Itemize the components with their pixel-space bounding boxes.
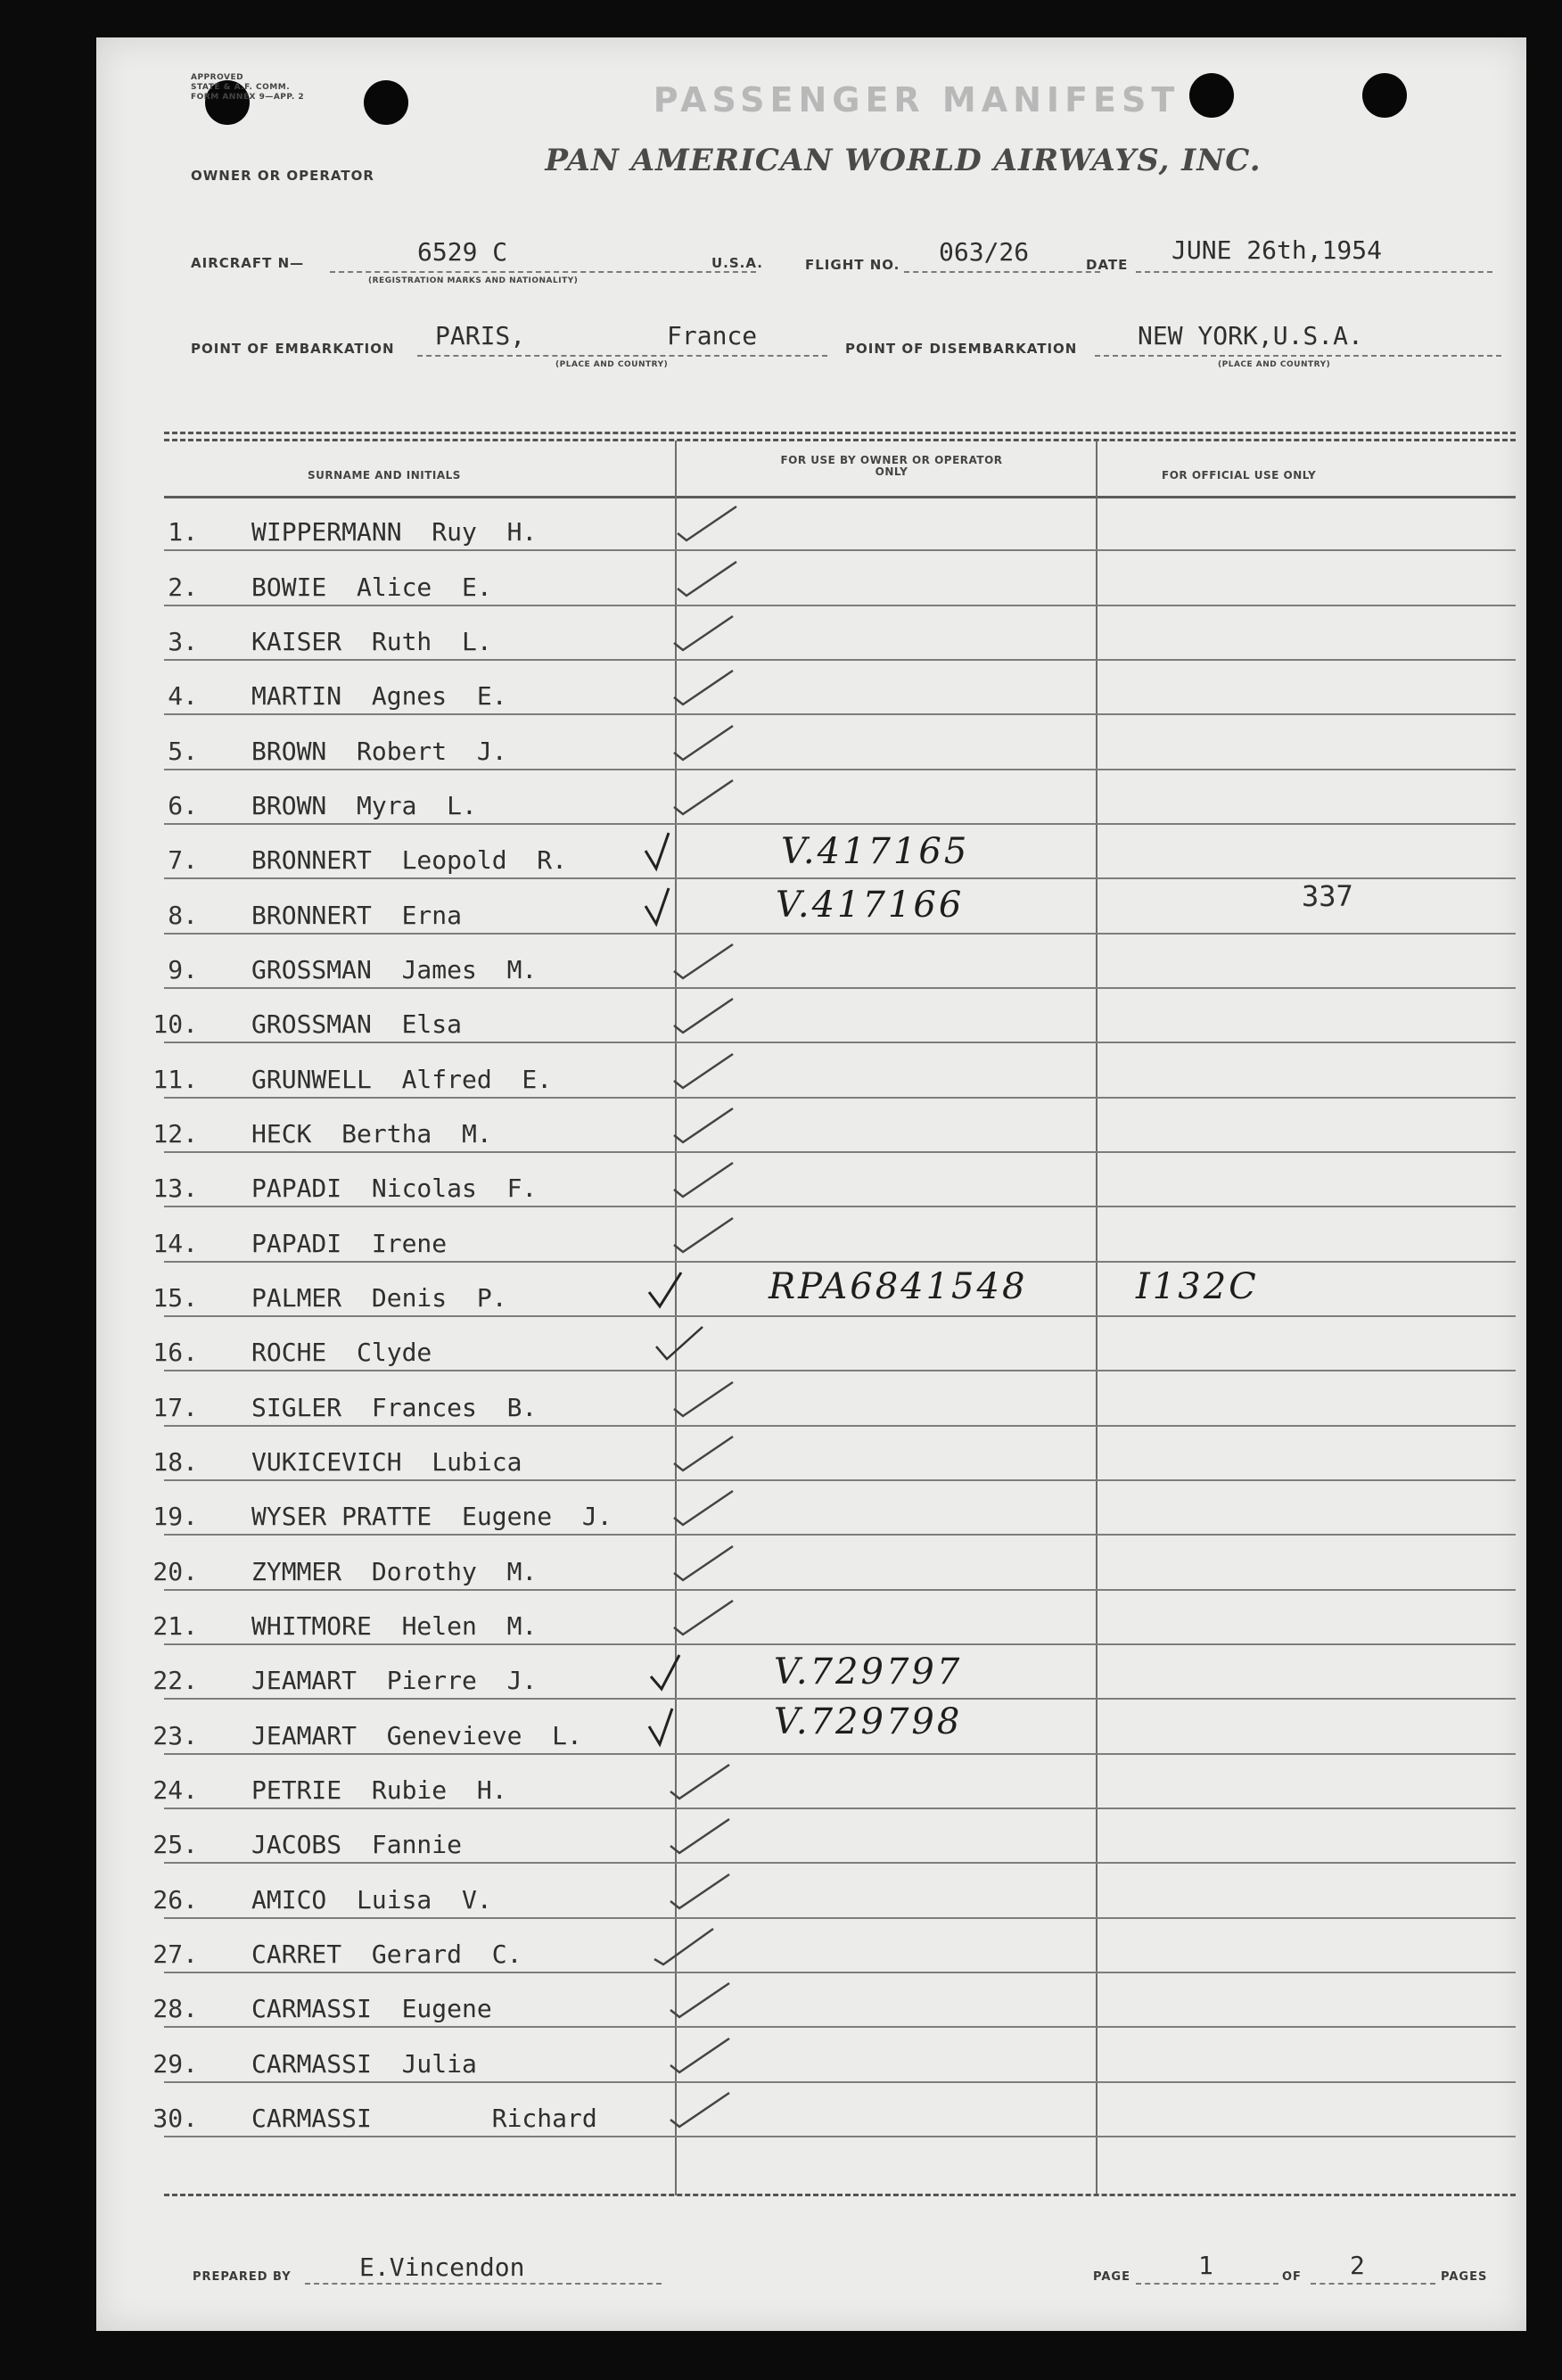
row-number: 9. (168, 955, 198, 984)
row-rule (164, 769, 1516, 770)
check-mark-icon (674, 503, 740, 544)
page-underline (1136, 2283, 1278, 2285)
pages-label: PAGES (1441, 2270, 1488, 2284)
table-bottom-rule (164, 2194, 1516, 2196)
check-mark-icon (642, 1269, 708, 1310)
row-number: 4. (168, 681, 198, 711)
passport-number: RPA6841548 (769, 1266, 1028, 1307)
row-number: 3. (168, 627, 198, 656)
row-number: 30. (152, 2104, 198, 2133)
row-number: 14. (152, 1229, 198, 1258)
row-rule (164, 823, 1516, 825)
row-number: 23. (152, 1721, 198, 1750)
row-rule (164, 1042, 1516, 1043)
check-mark-icon (651, 1925, 717, 1966)
row-number: 12. (152, 1119, 198, 1149)
row-number: 18. (152, 1447, 198, 1477)
visa-number: V.417166 (776, 885, 965, 926)
row-number: 19. (152, 1502, 198, 1531)
row-rule (164, 1862, 1516, 1864)
passenger-name: AMICO Luisa V. (251, 1885, 492, 1915)
check-mark-icon (670, 722, 736, 763)
check-mark-icon (670, 777, 736, 818)
official-code: 337 (1302, 879, 1353, 913)
aircraft-value: 6529 C (417, 237, 508, 267)
check-mark-icon (674, 558, 740, 599)
embarkation-country: France (667, 321, 758, 350)
passenger-name: BRONNERT Erna (251, 901, 463, 930)
visa-number: V.417165 (781, 831, 970, 872)
check-mark-icon (638, 831, 704, 872)
passenger-name: WHITMORE Helen M. (251, 1611, 538, 1641)
passenger-name: MARTIN Agnes E. (251, 681, 507, 711)
check-mark-icon (667, 2035, 733, 2076)
passenger-name: PETRIE Rubie H. (251, 1775, 507, 1805)
aircraft-underline (330, 271, 756, 273)
row-number: 8. (168, 901, 198, 930)
date-value: JUNE 26th,1954 (1172, 235, 1383, 265)
check-mark-icon (667, 2089, 733, 2130)
row-rule (164, 1479, 1516, 1481)
passenger-name: CARMASSI Richard (251, 2104, 597, 2133)
passenger-name: WIPPERMANN Ruy H. (251, 517, 538, 547)
approval-line: APPROVED (191, 73, 244, 82)
date-underline (1136, 271, 1492, 273)
flight-value: 063/26 (939, 237, 1030, 267)
row-number: 28. (152, 1994, 198, 2023)
check-mark-icon (670, 1215, 736, 1256)
check-mark-icon (667, 1871, 733, 1912)
row-number: 22. (152, 1666, 198, 1695)
row-rule (164, 1370, 1516, 1371)
check-mark-icon (670, 1487, 736, 1528)
row-number: 16. (152, 1338, 198, 1367)
place-caption: (PLACE AND COUNTRY) (555, 360, 669, 369)
page-value: 1 (1198, 2251, 1213, 2280)
row-rule (164, 2081, 1516, 2083)
table-header-rule (164, 496, 1516, 498)
row-number: 26. (152, 1885, 198, 1915)
check-mark-icon (670, 995, 736, 1036)
check-mark-icon (670, 1597, 736, 1638)
row-rule (164, 605, 1516, 606)
approval-stamp (191, 73, 304, 103)
row-rule (164, 933, 1516, 935)
approval-line: STATE & A.F. COMM. (191, 83, 291, 92)
punch-hole-icon (1362, 73, 1407, 118)
passenger-name: ROCHE Clyde (251, 1338, 432, 1367)
check-mark-icon (644, 1651, 710, 1692)
visa-number: V.729797 (774, 1651, 963, 1692)
passenger-name: KAISER Ruth L. (251, 627, 492, 656)
prepared-by-underline (305, 2283, 662, 2285)
check-mark-icon (667, 1761, 733, 1802)
disembarkation-underline (1095, 355, 1501, 357)
passenger-name: BOWIE Alice E. (251, 572, 492, 602)
check-mark-icon (642, 1707, 708, 1748)
row-rule (164, 1151, 1516, 1153)
row-rule (164, 1206, 1516, 1207)
passenger-name: GROSSMAN James M. (251, 955, 538, 984)
row-rule (164, 1534, 1516, 1536)
row-rule (164, 1261, 1516, 1263)
col-operator-header: FOR USE BY OWNER OR OPERATOR ONLY (780, 454, 1003, 478)
passenger-name: CARMASSI Eugene (251, 1994, 492, 2023)
row-rule (164, 2026, 1516, 2028)
check-mark-icon (670, 1159, 736, 1200)
disembarkation-value: NEW YORK,U.S.A. (1138, 321, 1363, 350)
aircraft-label: AIRCRAFT N— (191, 255, 305, 271)
check-mark-icon (670, 1379, 736, 1420)
row-rule (164, 549, 1516, 551)
of-value: 2 (1350, 2251, 1365, 2280)
passenger-name: PAPADI Irene (251, 1229, 448, 1258)
passenger-name: GRUNWELL Alfred E. (251, 1065, 553, 1094)
check-mark-icon (670, 941, 736, 982)
check-mark-icon (670, 1543, 736, 1584)
passenger-name: HECK Bertha M. (251, 1119, 492, 1149)
row-number: 21. (152, 1611, 198, 1641)
row-rule (164, 2136, 1516, 2137)
row-number: 5. (168, 737, 198, 766)
prepared-by-value: E.Vincendon (359, 2252, 525, 2282)
passenger-name: GROSSMAN Elsa (251, 1009, 463, 1039)
place-caption-2: (PLACE AND COUNTRY) (1218, 360, 1331, 369)
row-number: 6. (168, 791, 198, 820)
passenger-name: PALMER Denis P. (251, 1283, 507, 1313)
row-number: 10. (152, 1009, 198, 1039)
check-mark-icon (670, 1050, 736, 1091)
row-number: 25. (152, 1830, 198, 1859)
approval-line: FORM ANNEX 9—APP. 2 (191, 93, 305, 102)
table-top-rule (164, 439, 1516, 441)
official-code: I132C (1136, 1266, 1259, 1307)
embarkation-city: PARIS, (435, 321, 526, 350)
passenger-name: BRONNERT Leopold R. (251, 845, 568, 875)
check-mark-icon (670, 1433, 736, 1474)
passenger-name: BROWN Robert J. (251, 737, 507, 766)
punch-hole-icon (364, 80, 408, 125)
registration-caption: (REGISTRATION MARKS AND NATIONALITY) (368, 276, 579, 285)
passenger-name: JEAMART Genevieve L. (251, 1721, 582, 1750)
of-underline (1311, 2283, 1435, 2285)
of-label: OF (1282, 2270, 1302, 2284)
passenger-name: VUKICEVICH Lubica (251, 1447, 522, 1477)
passenger-name: WYSER PRATTE Eugene J. (251, 1502, 612, 1531)
row-rule (164, 1589, 1516, 1591)
row-number: 2. (168, 572, 198, 602)
col-official-header: FOR OFFICIAL USE ONLY (1162, 469, 1317, 482)
page-label: PAGE (1093, 2270, 1130, 2284)
check-mark-icon (670, 667, 736, 708)
col-surname-header: SURNAME AND INITIALS (308, 469, 461, 482)
passenger-name: JACOBS Fannie (251, 1830, 463, 1859)
row-number: 11. (152, 1065, 198, 1094)
usa-label: U.S.A. (711, 255, 763, 271)
row-number: 24. (152, 1775, 198, 1805)
passenger-name: JEAMART Pierre J. (251, 1666, 538, 1695)
check-mark-icon (670, 1105, 736, 1146)
row-number: 20. (152, 1557, 198, 1586)
row-number: 17. (152, 1393, 198, 1422)
check-mark-icon (667, 1816, 733, 1857)
prepared-by-label: PREPARED BY (193, 2270, 292, 2284)
visa-number: V.729798 (774, 1701, 963, 1742)
manifest-sheet (96, 37, 1526, 2331)
passenger-name: BROWN Myra L. (251, 791, 477, 820)
company-name: PAN AMERICAN WORLD AIRWAYS, INC. (545, 143, 1262, 178)
page-title: PASSENGER MANIFEST (653, 80, 1180, 119)
check-mark-icon (670, 613, 736, 654)
disembarkation-label: POINT OF DISEMBARKATION (845, 341, 1078, 357)
flight-label: FLIGHT NO. (805, 257, 900, 273)
row-rule (164, 1917, 1516, 1919)
row-number: 15. (152, 1283, 198, 1313)
row-number: 27. (152, 1939, 198, 1969)
row-rule (164, 659, 1516, 661)
passenger-name: ZYMMER Dorothy M. (251, 1557, 538, 1586)
row-rule (164, 1315, 1516, 1317)
row-rule (164, 987, 1516, 989)
row-rule (164, 1425, 1516, 1427)
flight-underline (904, 271, 1100, 273)
owner-operator-label: OWNER OR OPERATOR (191, 168, 374, 184)
check-mark-icon (638, 886, 704, 927)
row-number: 29. (152, 2049, 198, 2079)
row-number: 1. (168, 517, 198, 547)
passenger-name: CARRET Gerard C. (251, 1939, 522, 1969)
passenger-name: SIGLER Frances B. (251, 1393, 538, 1422)
check-mark-icon (667, 1980, 733, 2021)
row-rule (164, 1643, 1516, 1645)
passenger-name: CARMASSI Julia (251, 2049, 477, 2079)
row-number: 7. (168, 845, 198, 875)
row-rule (164, 1753, 1516, 1755)
embarkation-label: POINT OF EMBARKATION (191, 341, 395, 357)
row-rule (164, 1808, 1516, 1809)
row-rule (164, 713, 1516, 715)
table-top-rule (164, 432, 1516, 434)
column-divider (1096, 441, 1098, 2195)
check-mark-icon (651, 1323, 717, 1364)
row-number: 13. (152, 1174, 198, 1203)
row-rule (164, 1698, 1516, 1700)
passenger-name: PAPADI Nicolas F. (251, 1174, 538, 1203)
row-rule (164, 1972, 1516, 1973)
embarkation-underline (417, 355, 827, 357)
date-label: DATE (1086, 257, 1129, 273)
row-rule (164, 1097, 1516, 1099)
